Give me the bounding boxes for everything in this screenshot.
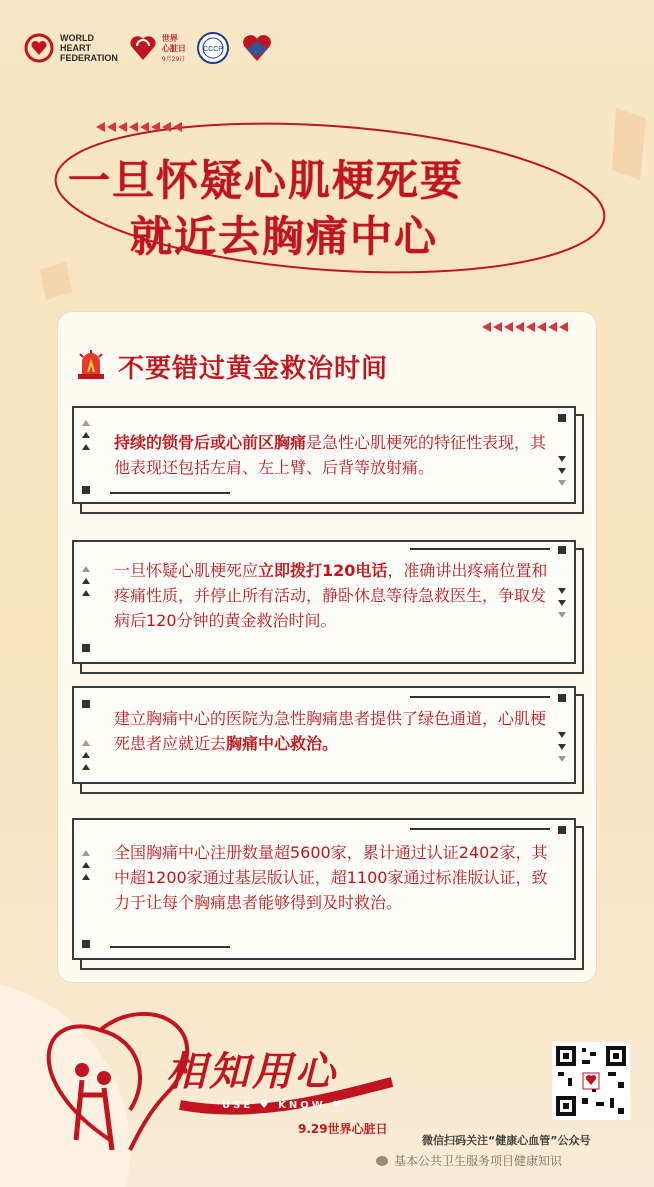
box-3-text bbox=[114, 706, 554, 756]
world-heart-day-logo bbox=[128, 33, 186, 63]
square-marker bbox=[82, 644, 90, 652]
square-marker bbox=[558, 546, 566, 554]
divider-line bbox=[410, 828, 550, 830]
arrow-down-icon bbox=[558, 480, 566, 486]
wechat-icon bbox=[376, 1155, 390, 1167]
square-marker bbox=[82, 940, 90, 948]
arrow-up-icon bbox=[82, 850, 90, 856]
arrow-up-icon bbox=[82, 432, 90, 438]
qr-code[interactable] bbox=[552, 1042, 630, 1120]
box-1-body: 是急性心肌梗死的特征性表现，其他表现还包括左肩、左上臂、后背等放射痛。 bbox=[114, 433, 547, 477]
arrow-down-icon bbox=[558, 468, 566, 474]
box-1-emphasis: 持续的锁骨后或心前区胸痛 bbox=[114, 433, 307, 452]
section-heading: 不要错过黄金救治时间 bbox=[118, 354, 389, 384]
arrow-down-icon bbox=[558, 456, 566, 462]
wwd-line2: 心脏日 bbox=[161, 43, 186, 53]
title-line-1: 一旦怀疑心肌梗死要 bbox=[68, 156, 465, 205]
arrow-down-icon bbox=[558, 588, 566, 594]
arrow-down-icon bbox=[558, 612, 566, 618]
box-2-body: ，准确讲出疼痛位置和疼痛性质，并停止所有活动，静卧休息等待急救医生，争取发病后120分钟的黄金救治时间。 bbox=[114, 561, 548, 630]
box-3-emphasis: 胸痛中心救治。 bbox=[226, 734, 339, 753]
box-2-emphasis: 立即拨打120电话 bbox=[258, 561, 388, 580]
square-marker bbox=[82, 700, 90, 708]
whf-text bbox=[60, 33, 118, 63]
square-marker bbox=[82, 486, 90, 494]
arrow-up-icon bbox=[82, 578, 90, 584]
divider-line bbox=[110, 492, 230, 494]
heart-circle-icon bbox=[24, 33, 54, 63]
arrow-up-icon bbox=[82, 764, 90, 770]
arrow-down-icon bbox=[558, 732, 566, 738]
arrow-up-icon bbox=[82, 566, 90, 572]
hands-heart-icon bbox=[240, 31, 274, 65]
heart-icon bbox=[128, 33, 158, 63]
cccp-label: CCCP bbox=[202, 46, 223, 53]
box-3-pre: 建立胸痛中心的医院为急性胸痛患者提供了绿色通道，心肌梗死患者应就近去 bbox=[114, 709, 547, 753]
watermark-text: 基本公共卫生服务项目健康知识 bbox=[394, 1154, 563, 1168]
arrow-down-icon bbox=[558, 600, 566, 606]
whf-line2: HEART bbox=[60, 43, 91, 53]
square-marker bbox=[558, 694, 566, 702]
divider-line bbox=[410, 548, 550, 550]
title-chevrons bbox=[96, 122, 182, 132]
wwd-line1: 世界 bbox=[161, 33, 178, 43]
title-line-2: 就近去胸痛中心 bbox=[130, 212, 439, 261]
arrow-down-icon bbox=[558, 744, 566, 750]
arrow-up-icon bbox=[82, 874, 90, 880]
arrow-up-icon bbox=[82, 862, 90, 868]
whf-line3: FEDERATION bbox=[60, 53, 118, 63]
box-4-body: 全国胸痛中心注册数量超5600家，累计通过认证2402家，其中超1200家通过基层版认证，超1100家通过标准版认证，致力于让每个胸痛患者能够得到及时救治。 bbox=[114, 843, 548, 912]
box-2-pre: 一旦怀疑心肌梗死应 bbox=[114, 561, 259, 580]
divider-line bbox=[110, 946, 230, 948]
box-4-text bbox=[114, 840, 554, 915]
campaign-slogan: 相知用心 bbox=[166, 1049, 338, 1095]
arrow-up-icon bbox=[82, 444, 90, 450]
arrow-up-icon bbox=[82, 590, 90, 596]
scan-instruction: 微信扫码关注“健康心血管”公众号 bbox=[422, 1134, 591, 1147]
whf-logo bbox=[24, 33, 118, 63]
box-1-text bbox=[114, 430, 554, 480]
logo-row bbox=[24, 28, 274, 68]
cccp-seal-icon bbox=[196, 31, 230, 65]
arrow-up-icon bbox=[82, 752, 90, 758]
whf-line1: WORLD bbox=[60, 33, 94, 43]
card-chevrons bbox=[482, 322, 568, 332]
use-know-ribbon-text: USE ♥ KNOW ♥ bbox=[222, 1100, 345, 1111]
wwd-date: 9月29日 bbox=[161, 55, 186, 63]
arrow-up-icon bbox=[82, 740, 90, 746]
arrow-up-icon bbox=[82, 420, 90, 426]
square-marker bbox=[558, 414, 566, 422]
siren-icon bbox=[76, 348, 106, 380]
divider-line bbox=[410, 696, 550, 698]
square-marker bbox=[558, 826, 566, 834]
arrow-down-icon bbox=[558, 756, 566, 762]
box-2-text bbox=[114, 558, 554, 633]
watermark bbox=[376, 1152, 562, 1169]
world-heart-day-label: 9.29世界心脏日 bbox=[298, 1122, 388, 1136]
